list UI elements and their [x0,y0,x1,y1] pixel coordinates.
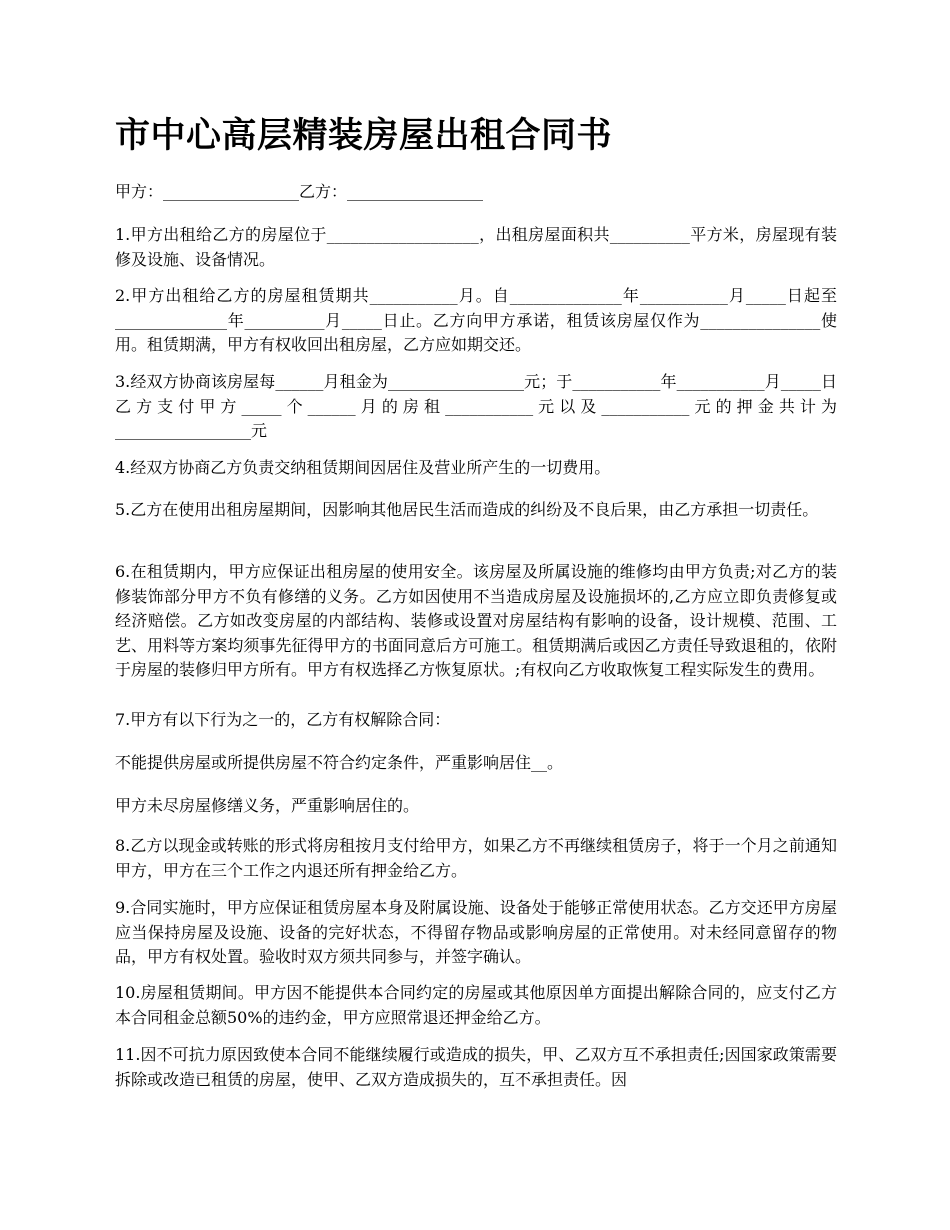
clause-9: 9.合同实施时，甲方应保证租赁房屋本身及附属设施、设备处于能够正常使用状态。乙方交还甲方房屋应当保持房屋及设施、设备的完好状态，不得留存物品或影响房屋的正常使用。对未经同意留存的物品，甲方有权处置。验收时双方须共同参与，并签字确认。 [115,898,837,966]
clause-5: 5.乙方在使用出租房屋期间，因影响其他居民生活而造成的纠纷及不良后果，由乙方承担一切责任。 [115,500,819,519]
clause-11: 11.因不可抗力原因致使本合同不能继续履行或造成的损失，甲、乙双方互不承担责任;因国家政策需要拆除或改造已租赁的房屋，使甲、乙双方造成损失的，互不承担责任。因 [115,1045,837,1089]
clause-6: 6.在租赁期内，甲方应保证出租房屋的使用安全。该房屋及所属设施的维修均由甲方负责;对乙方的装修装饰部分甲方不负有修缮的义务。乙方如因使用不当造成房屋及设施损坏的,乙方应立即负责修复或经济赔偿。乙方如改变房屋的内部结构、装修或设置对房屋结构有影响的设备，设计规模、范围、工艺、用料等方案均须事先征得甲方的书面同意后方可施工。租赁期满后或因乙方责任导致退租的，依附于房屋的装修归甲方所有。甲方有权选择乙方恢复原状。;有权向乙方收取恢复工程实际发生的费用。 [115,562,837,679]
clause-7-item-1: 不能提供房屋或所提供房屋不符合约定条件，严重影响居住__。 [115,753,564,772]
parties-line: 甲方：_________________乙方：_________________ [115,182,484,201]
clause-3: 3.经双方协商该房屋每______月租金为_________________元；于___________年___________月_____日乙方支付甲方_____个______月的房租___________元以及___________元的押金共计为_________________元 [115,372,837,440]
clause-1: 1.甲方出租给乙方的房屋位于___________________，出租房屋面积共__________平方米，房屋现有装修及设施、设备情况。 [115,225,837,269]
clause-7: 7.甲方有以下行为之一的，乙方有权解除合同： [115,710,451,729]
clause-2: 2.甲方出租给乙方的房屋租赁期共___________月。自______________年___________月_____日起至______________年__________月_____日止。乙方向甲方承诺，租赁该房屋仅作为_______________使用。租赁期满，甲方有权收回出租房屋，乙方应如期交还。 [115,286,837,354]
clause-4: 4.经双方协商乙方负责交纳租赁期间因居住及营业所产生的一切费用。 [115,458,611,477]
clause-8: 8.乙方以现金或转账的形式将房租按月支付给甲方，如果乙方不再继续租赁房子，将于一个月之前通知甲方，甲方在三个工作之内退还所有押金给乙方。 [115,836,837,880]
clause-10: 10.房屋租赁期间。甲方因不能提供本合同约定的房屋或其他原因单方面提出解除合同的，应支付乙方本合同租金总额50%的违约金，甲方应照常退还押金给乙方。 [115,983,837,1027]
document-title: 市中心高层精装房屋出租合同书 [115,115,613,156]
clause-7-item-2: 甲方未尽房屋修缮义务，严重影响居住的。 [115,796,420,815]
